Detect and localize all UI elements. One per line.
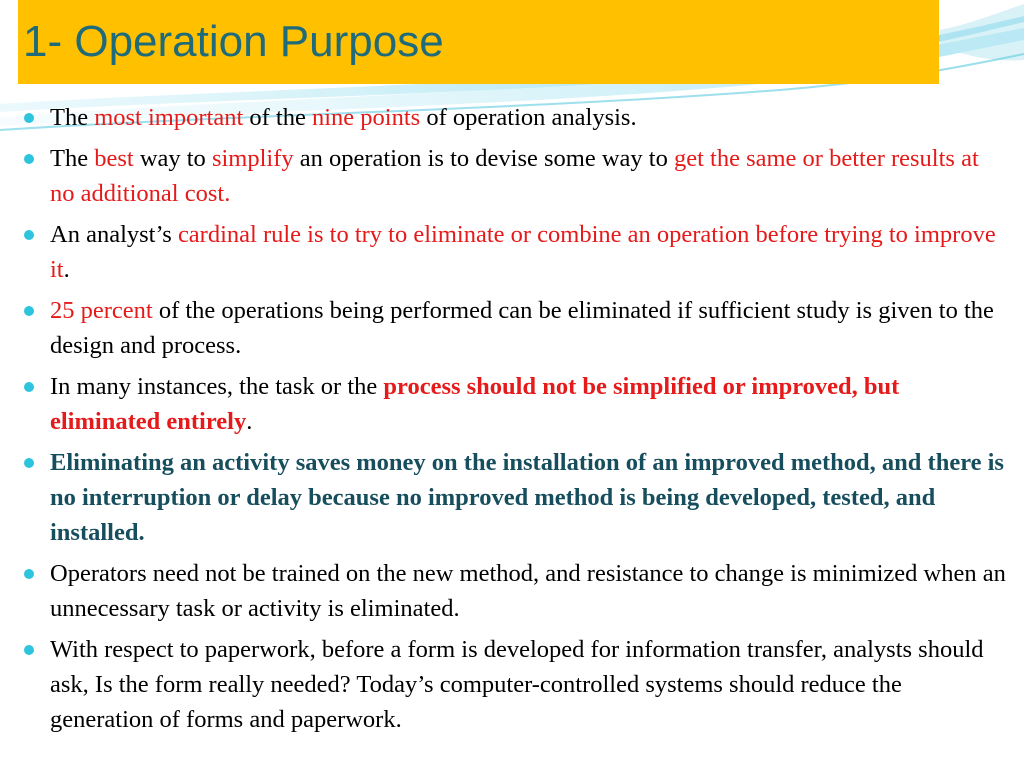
bullet-text-segment: most important	[94, 104, 244, 131]
bullet-text-segment: process should not be simplified or improved, but eliminated entirely	[50, 373, 900, 435]
bullet-item	[22, 293, 1007, 363]
bullet-dot-icon	[24, 382, 34, 392]
bullet-text-segment: Eliminating an activity saves money on the installation of an improved method, and there is no interruption or delay because no improved method is being developed, tested, and installed.	[50, 449, 1004, 546]
bullet-item	[22, 556, 1007, 626]
bullet-item	[22, 445, 1007, 550]
title-bar	[18, 0, 939, 84]
bullet-text-segment: .	[63, 256, 70, 283]
bullet-list	[22, 100, 1007, 743]
bullet-dot-icon	[24, 645, 34, 655]
bullet-item	[22, 100, 1007, 135]
bullet-text-segment: an operation is to devise some way to	[293, 145, 674, 172]
bullet-text-segment: cardinal rule is to try to eliminate or combine an operation before trying to improve it	[50, 221, 996, 283]
bullet-text-segment: An analyst’s	[50, 221, 178, 248]
bullet-item	[22, 369, 1007, 439]
bullet-item	[22, 217, 1007, 287]
bullet-item	[22, 141, 1007, 211]
bullet-text-segment: The	[50, 104, 95, 131]
bullet-text-segment: 25 percent	[50, 297, 153, 324]
bullet-text-segment: .	[246, 408, 253, 435]
bullet-text-segment: of operation analysis.	[420, 104, 637, 131]
bullet-text-segment: best	[94, 145, 134, 172]
bullet-text-segment: get the same or better results at no additional cost.	[50, 145, 979, 207]
bullet-dot-icon	[24, 458, 34, 468]
bullet-item	[22, 632, 1007, 737]
bullet-dot-icon	[24, 230, 34, 240]
bullet-text-segment: Operators need not be trained on the new method, and resistance to change is minimized when an unnecessary task or activity is eliminated.	[50, 560, 1006, 622]
bullet-text-segment: of the	[243, 104, 312, 131]
bullet-dot-icon	[24, 569, 34, 579]
bullet-text-segment: nine points	[311, 104, 421, 131]
bullet-text-segment: simplify	[211, 145, 294, 172]
bullet-text-segment: The	[50, 145, 95, 172]
bullet-text-segment: of the operations being performed can be eliminated if sufficient study is given to the design and process.	[50, 297, 994, 359]
bullet-dot-icon	[24, 154, 34, 164]
bullet-text-segment: way to	[133, 145, 212, 172]
slide-title: 1- Operation Purpose	[23, 17, 444, 66]
bullet-dot-icon	[24, 113, 34, 123]
bullet-text-segment: In many instances, the task or the	[50, 373, 384, 400]
bullet-dot-icon	[24, 306, 34, 316]
bullet-text-segment: With respect to paperwork, before a form is developed for information transfer, analysts should ask, Is the form really needed? Today’s computer-controlled systems should reduce the generation of forms and paperwork.	[50, 636, 984, 733]
